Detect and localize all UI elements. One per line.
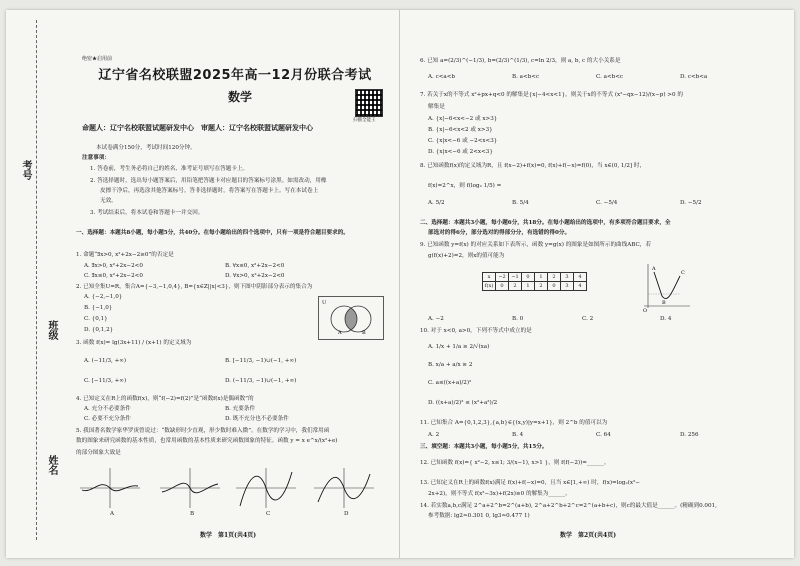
q9-table-cell: −1 — [509, 273, 522, 282]
q9-stem-2: g(f(x)+2)=2，则x的值可能为 — [428, 253, 505, 259]
q9-table-cell: 2 — [509, 282, 522, 291]
q9-graph-a: A — [652, 266, 656, 272]
q7-option-d[interactable]: D. {x|x<−6 或 2<x<3} — [428, 149, 493, 155]
q5-graph-c[interactable] — [236, 468, 298, 508]
q9-table-cell: 4 — [574, 282, 587, 291]
label-banji: 班级 — [46, 320, 57, 340]
q9-option-a[interactable]: A. −2 — [428, 316, 444, 322]
q2-option-b[interactable]: B. {−1,0} — [84, 305, 113, 311]
q3-option-a[interactable]: A. (−11/3, +∞) — [84, 358, 127, 364]
q8-option-d[interactable]: D. −5/2 — [680, 200, 702, 206]
section2-line1: 二、选择题：本题共3小题，每小题6分，共18分。在每小题给出的选项中，有多项符合题目要求，全 — [420, 220, 671, 226]
q9-table-cell: 2 — [548, 273, 561, 282]
q3-option-d[interactable]: D. (−11/3, −1)∪(−1, +∞) — [225, 378, 297, 384]
q8-stem-1: 8. 已知函数f(x)的定义域为R，且 f(x−2)+f(x)=0, f(x)+f(−x)=f(0)，当 x∈(0, 1/2] 时， — [420, 163, 646, 169]
q14-stem-2: 参考数据: lg2≈0.301 0, lg3≈0.477 1) — [428, 513, 530, 519]
q9-table-cell: 0 — [496, 282, 509, 291]
q2-stem: 2. 已知全集U=R，集合A={−3,−1,0,4}, B={x∈Z||x|<3}，则下图中阴影部分表示的集合为 — [76, 284, 313, 290]
q8-option-b[interactable]: B. 5/4 — [512, 200, 529, 206]
q1-option-a[interactable]: A. ∃x>0, x²+2x−2<0 — [84, 263, 143, 269]
q10-option-b[interactable]: B. x/a + a/x ≥ 2 — [428, 362, 473, 368]
section3-heading: 三、填空题：本题共3小题，每小题5分，共15分。 — [420, 444, 548, 450]
note-2b: 皮擦干净后，再选涂其他答案标号。答非选择题时，将答案写在答题卡上。写在本试卷上 — [100, 188, 319, 194]
exam-title: 辽宁省名校联盟2025年高一12月份联合考试 — [98, 68, 372, 83]
q4-option-a[interactable]: A. 充分不必要条件 — [84, 406, 131, 412]
footer-right: 数学 第2页(共4页) — [560, 532, 617, 539]
section2-line2: 部选对的得6分，部分选对的得部分分，有选错的得0分。 — [428, 230, 571, 236]
q6-option-c[interactable]: C. a<b<c — [596, 74, 624, 80]
note-2: 2. 答选择题时，选出每小题答案后，用铅笔把答题卡对应题目的答案标号涂黑。如需改动，用橡 — [90, 178, 327, 184]
q7-option-a[interactable]: A. {x|−6<x<−2 或 x>3} — [428, 116, 498, 122]
q9-table-cell: 0 — [522, 273, 535, 282]
q7-stem-2: 解集是 — [428, 104, 445, 110]
q11-option-b[interactable]: B. 4 — [512, 432, 524, 438]
q2-option-a[interactable]: A. {−2,−1,0} — [84, 294, 123, 300]
q2-option-d[interactable]: D. {0,1,2} — [84, 327, 114, 333]
label-xingming: 姓名 — [46, 455, 57, 475]
venn-label-a: A — [338, 330, 342, 336]
q11-stem: 11. 已知集合 A={0,1,2,3},{a,b}∈{(x,y)|y=x+1}，则 2^b 的值可以为 — [420, 420, 608, 426]
secret-mark: 绝密★启用前 — [82, 56, 113, 62]
q5-graph-b[interactable] — [160, 468, 222, 508]
q11-option-d[interactable]: D. 256 — [680, 432, 699, 438]
q13-stem-2: 2x+2)，则不等式 f(x²−3x)+f(2x)≥0 的解集为______。 — [428, 491, 571, 497]
q4-option-d[interactable]: D. 既不充分也不必要条件 — [225, 416, 289, 422]
q5-label-a: A — [110, 511, 115, 517]
binding-margin — [6, 10, 66, 558]
q5-graph-d[interactable] — [314, 468, 376, 508]
q5-stem-1: 5. 我国著名数学家华罗庚曾说过：“数缺形时少直观，形少数时难入微”。在数学的学习中，我们常用函 — [76, 428, 330, 434]
q4-option-c[interactable]: C. 必要不充分条件 — [84, 416, 131, 422]
q9-table-cell: x — [483, 273, 496, 282]
q3-stem: 3. 函数 f(x)= lg(3x+11) / (x+1) 的定义域为 — [76, 340, 192, 346]
label-kaohao: 考号 — [20, 160, 31, 180]
q8-option-a[interactable]: A. 5/2 — [428, 200, 445, 206]
q9-table-cell: 3 — [561, 282, 574, 291]
q1-option-d[interactable]: D. ∀x>0, x²+2x−2<0 — [225, 273, 285, 279]
exam-subject: 数学 — [227, 90, 252, 104]
note-2c: 无效。 — [100, 198, 117, 204]
q9-option-d[interactable]: D. 4 — [660, 316, 672, 322]
note-3: 3. 考试结束后，将本试卷和答题卡一并交回。 — [90, 210, 204, 216]
q9-option-b[interactable]: B. 0 — [512, 316, 524, 322]
q2-venn-diagram — [318, 296, 384, 340]
q6-option-d[interactable]: D. c<b<a — [680, 74, 708, 80]
q5-stem-3: 的部分图象大致是 — [76, 450, 121, 456]
page-fold — [399, 10, 400, 558]
q9-table-cell: 1 — [522, 282, 535, 291]
q9-graph-c: C — [681, 270, 685, 276]
q7-option-c[interactable]: C. {x|x<−6 或 −2<x<3} — [428, 138, 498, 144]
venn-label-u: U — [322, 300, 327, 306]
venn-label-b: B — [362, 330, 366, 336]
q11-option-a[interactable]: A. 2 — [428, 432, 440, 438]
q10-option-a[interactable]: A. 1/x + 1/a ≥ 2/√(xa) — [428, 344, 490, 350]
qr-caption: 扫描全能王 — [353, 118, 376, 123]
q5-graph-a[interactable] — [80, 468, 142, 508]
time-note: 本试卷满分150分，考试时间120分钟。 — [96, 145, 196, 151]
q9-graph-b: B — [662, 300, 666, 306]
q8-option-c[interactable]: C. −5/4 — [596, 200, 618, 206]
q4-stem: 4. 已知定义在R上的函数f(x)，则“f(−2)=f(2)”是“函数f(x)是偶函数”的 — [76, 396, 254, 402]
q9-table-cell: 1 — [535, 273, 548, 282]
q12-stem: 12. 已知函数 f(x)={ x²−2, x≤1; 3/(x−1), x>1 }，则 f(f(−2))=______。 — [420, 460, 610, 466]
q1-option-b[interactable]: B. ∀x≤0, x²+2x−2<0 — [225, 263, 285, 269]
q1-stem: 1. 命题“∃x>0, x²+2x−2≥0”的否定是 — [76, 252, 174, 258]
q9-table-cell: −2 — [496, 273, 509, 282]
q9-table-cell: 3 — [561, 273, 574, 282]
q5-label-d: D — [344, 511, 349, 517]
authors-line: 命题人：辽宁名校联盟试题研发中心 审题人：辽宁名校联盟试题研发中心 — [82, 123, 313, 132]
notes-heading: 注意事项： — [82, 155, 110, 161]
q10-stem: 10. 对于 x<0, a>0，下列不等式中成立的是 — [420, 328, 532, 334]
q10-option-c[interactable]: C. a≤((x+a)/2)² — [428, 380, 472, 386]
q3-option-b[interactable]: B. [−11/3, −1)∪(−1, +∞) — [225, 358, 297, 364]
footer-left: 数学 第1页(共4页) — [200, 532, 257, 539]
section1-heading: 一、选择题：本题共8小题，每小题5分，共40分。在每小题给出的四个选项中，只有一项是符合题目要求的。 — [76, 230, 349, 236]
q13-stem-1: 13. 已知定义在R上的函数f(x)满足 f(x)+f(−x)=0，且当 x∈[1,+∞) 时，f(x)=log₂(x²− — [420, 480, 640, 486]
q9-table — [482, 272, 587, 291]
q9-graph-o: O — [643, 308, 648, 314]
q1-option-c[interactable]: C. ∃x≤0, x²+2x−2<0 — [84, 273, 143, 279]
q8-stem-2: f(x)=2^x，则 f(log₂ 1/5) = — [428, 183, 502, 189]
q5-label-b: B — [190, 511, 195, 517]
q9-option-c[interactable]: C. 2 — [582, 316, 594, 322]
q3-option-c[interactable]: C. [−11/3, +∞) — [84, 378, 127, 384]
q4-option-b[interactable]: B. 充要条件 — [225, 406, 256, 412]
q11-option-c[interactable]: C. 64 — [596, 432, 611, 438]
q10-option-d[interactable]: D. ((x+a)/2)² ≤ (x²+a²)/2 — [428, 400, 498, 406]
note-1: 1. 答卷前，考生务必将自己的姓名、准考证号填写在答题卡上。 — [90, 166, 249, 172]
q6-stem: 6. 已知 a=(2/3)^(−1/3), b=(2/3)^(1/3), c=ln 2/3，则 a, b, c 的大小关系是 — [420, 58, 621, 64]
q5-stem-2: 数的图象来研究函数的基本性质，也常用函数的基本性质来研究函数图象的特征。函数 y = x e^x/(x²+e) — [76, 438, 338, 444]
q9-stem-1: 9. 已知函数 y=f(x) 的对应关系如下表所示，函数 y=g(x) 的图象是如图所示的曲线ABC，若 — [420, 242, 651, 248]
q9-table-cell: f(x) — [483, 282, 496, 291]
q9-graph — [640, 262, 692, 314]
q9-table-cell: 2 — [535, 282, 548, 291]
qr-code — [355, 89, 383, 117]
q6-option-b[interactable]: B. a<b<c — [512, 74, 540, 80]
q6-option-a[interactable]: A. c<a<b — [428, 74, 456, 80]
q2-option-c[interactable]: C. {0,1} — [84, 316, 108, 322]
q7-option-b[interactable]: B. {x|−6<x<2 或 x>3} — [428, 127, 493, 133]
margin-line — [36, 20, 37, 540]
q5-label-c: C — [266, 511, 271, 517]
q7-stem-1: 7. 若关于x的不等式 x²+px+q<0 的解集是{x|−4<x<1}，则关于x的不等式 (x²−qx−12)/(x−p) >0 的 — [420, 92, 683, 98]
q14-stem-1: 14. 若实数a,b,c满足 2^a+2^b=2^(a+b), 2^a+2^b+2^c=2^(a+b+c)，则c的最大值是______。(精确到0.001, — [420, 503, 717, 509]
q9-table-cell: 0 — [548, 282, 561, 291]
q9-table-cell: 4 — [574, 273, 587, 282]
